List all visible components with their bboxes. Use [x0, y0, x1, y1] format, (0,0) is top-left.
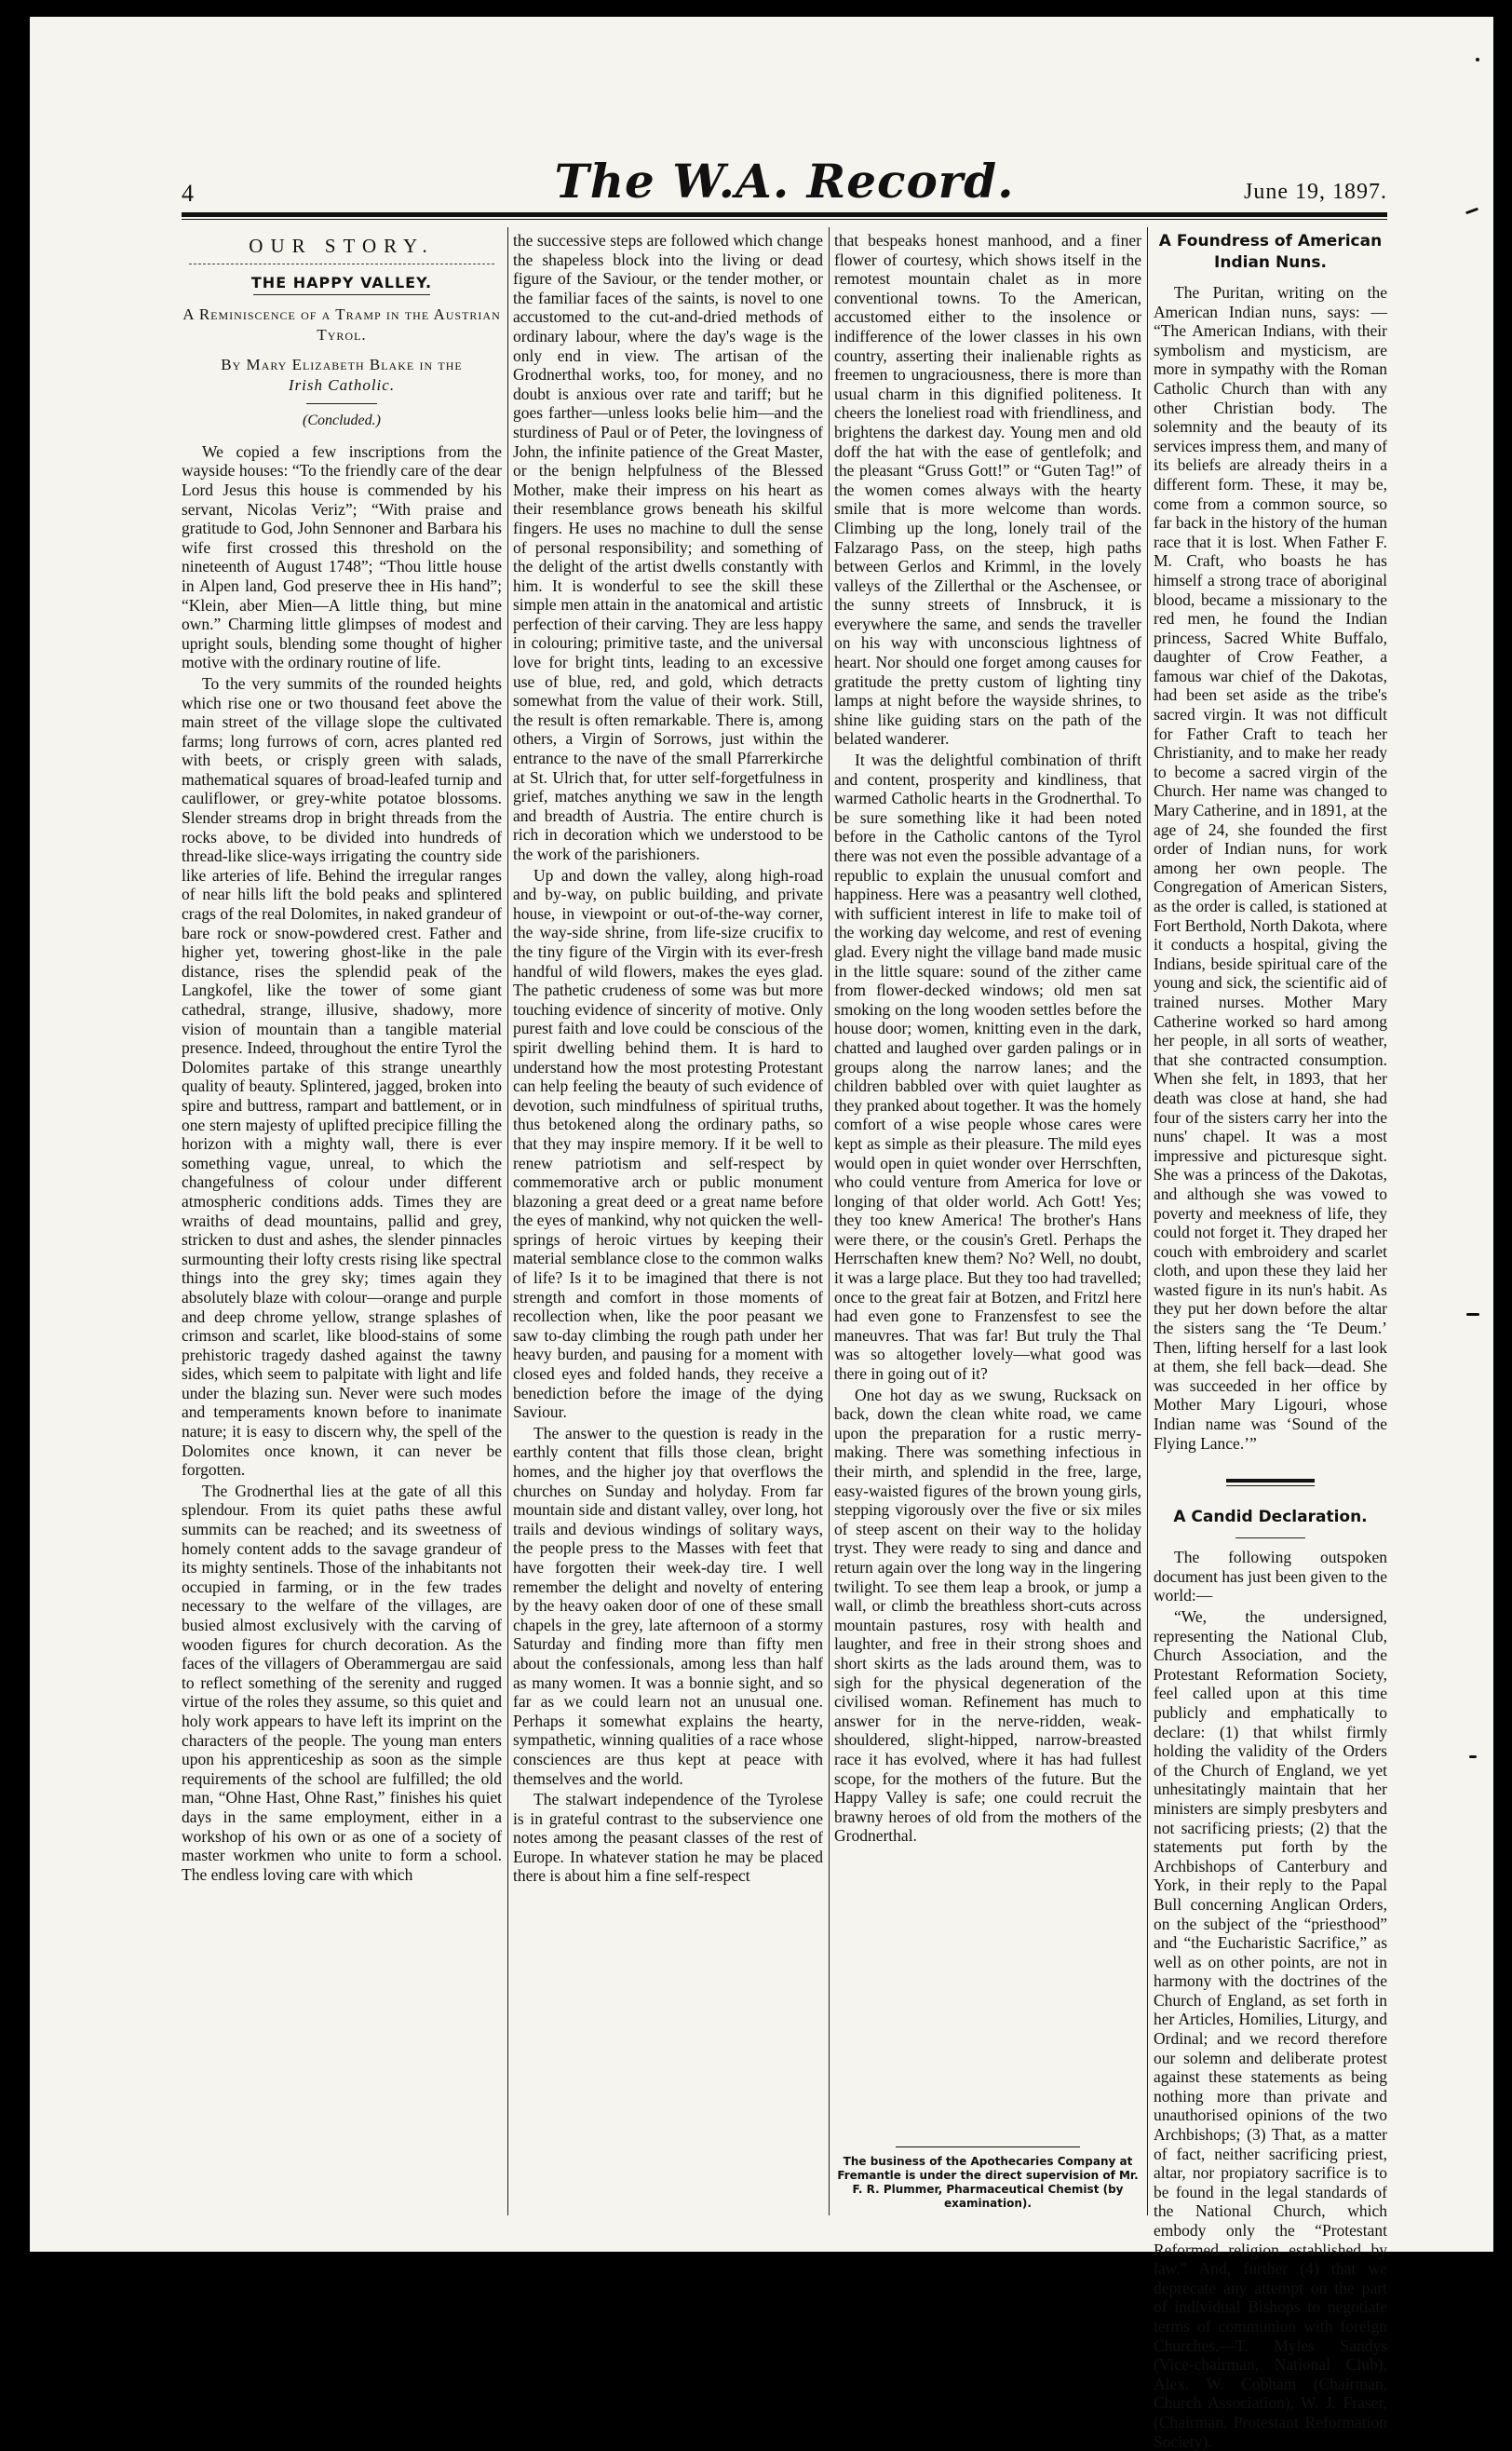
- story-byline: [182, 355, 502, 396]
- story-subtitle: A Reminiscence of a Tramp in the Austrian Tyrol.: [182, 305, 501, 345]
- column-rule: [829, 227, 830, 2215]
- story-paragraph: We copied a few inscriptions from the wayside houses: “To the friendly care of the dear Lord Jesus this house is commended by his servant, Nicolas Veriz”; “With praise and gratitude to God, John Sennoner and Barbara his wife first crossed this threshold on the nineteenth of August 1748”; “Thou little house in Alpen land, God preserve thee in His hand”; “Klein, aber Mien—A little thing, but mine own.” Charming little glimpses of modest and upright souls, blending some thought of higher motive with the ordinary routine of life.: [182, 441, 502, 672]
- story-paragraph: It was the delightful combination of thrift and content, prosperity and kindliness, that warmed Catholic hearts in the Grodnerthal. To be sure something like it had been noted before in the Catholic cantons of the Tyrol there was not even the possible advantage of a republic to explain the unusual comfort and happiness. Here was a peasantry well clothed, with sufficient interest in life to make toil of the working day welcome, and rest of evening glad. Every night the village band made music in the little square: sound of the zither came from flower-decked windows; old men sat smoking on the long wooden settles before the house door; women, knitting even in the dark, chatted and laughed over garden palings or in groups along the narrow lanes; and the children babbled over with quiet laughter as they pranked about together. It was the homely comfort of a wise people whose cares were kept as simple as their pleasure. The mild eyes would open in quiet wonder over Herrschften, who could venture from America for love or longing of that older world. Ach Gott! Yes; they too knew America! The brother's Hans were there, or the cousin's Gretl. Perhaps the Herrschaften knew them? No? Well, no doubt, it was a large place. But they too had travelled; once to the great fair at Botzen, and Fritzl here had even gone to Franzensfest to see the maneuvres. That was far! But truly the Thal was so altogether lovely—what good was there in going out of it?: [834, 751, 1141, 1384]
- headline-rule: [1235, 1537, 1305, 1538]
- notice-rule: [896, 2146, 1080, 2147]
- header-rule-thin: [182, 219, 1387, 220]
- declaration-paragraph: “We, the undersigned, representing the National Club, Church Association, and the Protestant Reformation Society, feel called upon at this time publicly and emphatically to declare: (1) that whilst firmly holding the validity of the Orders of the Church of England, we yet unhesitatingly maintain that her ministers are simply presbyters and not sacrificing priests; (2) that the statements put forth by the Archbishops of Canterbury and York, in their reply to the Papal Bull concerning Anglican Orders, on the subject of the “priesthood” and “the Eucharistic Sacrifice,” as well as on other points, are not in harmony with the doctrines of the Church of England, as set forth in her Articles, Homilies, Liturgy, and Ordinal; and we record therefore our solemn and deliberate protest against these statements as being nothing more than private and unauthorised opinions of the two Archbishops; (3) That, as a matter of fact, neither sacrificing priest, altar, nor propiatory sacrifice is to be found in the legal standards of the National Church, which embody only the “Protestant Reformed religion established by law.” And, further (4) that we deprecate any attempt on the part of individual Bishops to negotiate terms of communion with foreign Churches.—T. Myles Sandys (Vice-chairman, National Club), Alex. W. Cobham (Chairman, Church Association), W. J. Fraser, (Chairman, Protestant Reformation Society).: [1154, 1607, 1387, 2451]
- short-rule: [306, 403, 377, 404]
- article-separator: [1226, 1479, 1315, 1486]
- headline-rule: [253, 294, 429, 295]
- byline-author: By Mary Elizabeth Blake in the: [221, 356, 463, 374]
- story-paragraph: To the very summits of the rounded heights which rise one or two thousand feet above the main street of the village slope the cultivated farms; long furrows of corn, acres planted red with beets, or crisply green with salads, mathematical squares of broad-leafed turnip and cauliflower, or grey-white potatoe blossoms. Slender streams drop in bright threads from the rocks above, to be divided into hundreds of thread-like slice-ways irrigating the country side like arteries of life. Behind the irregular ranges of near hills lift the bold peaks and splintered crags of the real Dolomites, in naked grandeur of bare rock or snow-powdered crest. Father and higher yet, towering ghost-like in the pale distance, rises the splendid peak of the Langkofel, like the tower of some giant cathedral, strange, illusive, shadowy, more vision of mountain than a tangible material presence. Indeed, throughout the entire Tyrol the Dolomites partake of this strange unearthly quality of beauty. Splintered, jagged, broken into spire and buttress, rampart and battlement, or in one stern majesty of uplifted precipice filling the horizon with a mighty wall, there is ever something vague, unreal, to which the changefulness of colour under different atmospheric conditions adds. Times they are wraiths of dead mountains, pallid and grey, stricken to dust and ashes, the slender pinnacles surmounting their lofty crests rising like spectral things into the grey sky; times again they absolutely blaze with colour—orange and purple and deep chrome yellow, strange splashes of crimson and scarlet, like blood-stains of some prehistoric tragedy dashed against the tawny sides, which seem to palpitate with light and life under the blazing sun. Never were such modes and temperaments known before to inanimate nature; it is easy to discern why, the spell of the Dolomites once known, it can never be forgotten.: [182, 673, 502, 1480]
- story-paragraph: The Grodnerthal lies at the gate of all this splendour. From its quiet paths these awful summits can be reached; and its sweetness of homely content adds to the savage grandeur of its mighty sentinels. Those of the inhabitants not occupied in farming, or in the few trades necessary to the welfare of the villages, are busied almost exclusively with the carving of wooden figures for church decoration. As the faces of the villagers of Oberammergau are said to reflect something of the serenity and rugged virtue of the roles they assume, so this quiet and holy work appears to have left its imprint on the characters of the people. The young man enters upon his apprenticeship as soon as the simple requirements of the school are fulfilled; the old man, “Ohne Hast, Ohne Rast,” finishes his quiet days in the same employment, either in a workshop of his own or as one of a society of master workmen who unite to form a school. The endless loving care with which: [182, 1481, 502, 1884]
- margin-mark: [1466, 1313, 1479, 1316]
- column-3: [834, 231, 1141, 2214]
- story-paragraph: The answer to the question is ready in the earthly content that fills those clean, bright homes, and the higher joy that overflows the churches on Sunday and holyday. From far mountain side and distant valley, over long, hot trails and devious windings of solitary ways, the people press to the Masses with feet that have forgotten their week-day tire. I well remember the delight and novelty of entering by the heavy oaken door of one of these small chapels in the grey, late afternoon of a stormy Saturday and finding more than fifty men about the confessionals, among less than half as many women. It was a bonnie sight, and so far as we could learn not an unusual one. Perhaps it somewhat explains the hearty, sympathetic, winning qualities of a race whose consciences are thus kept at peace with themselves and the world.: [513, 1423, 823, 1788]
- column-2: [513, 231, 823, 2214]
- margin-mark: [1469, 1755, 1477, 1758]
- story-paragraph: the successive steps are followed which change the shapeless block into the living or dead figure of the Saviour, or the tender mother, or the familiar faces of the saints, is novel to one accustomed to the cut-and-dried methods of ordinary labour, where the day's wage is the only end in view. The artisan of the Grodnerthal works, too, for money, and no doubt is anxious over rate and tariff; but he goes farther—unless looks belie him—and the sturdiness of Paul or of Peter, the lovingness of John, the infinite patience of the Great Master, or the benign helpfulness of the Blessed Mother, make their impress on his heart as their resemblance grows beneath his skilful fingers. He uses no machine to dull the sense of personal responsibility; and something of the delight of the artist dwells constantly with him. It is wonderful to see the skill these simple men attain in the anatomical and artistic perfection of their carving. They are less happy in colouring; primitive taste, and the universal love for bright tints, leading to an excessive use of blue, red, and gold, which detracts somewhat from the value of their work. Still, the result is often remarkable. There is, among others, a Virgin of Sorrows, just within the entrance to the nave of the small Pfarrerkirche at St. Ulrich that, for utter self-forgetfulness in grief, matches anything we saw in the length and breadth of Austria. The entire church is rich in decoration which we understood to be the work of the parishioners.: [513, 231, 823, 863]
- column-4: [1154, 231, 1387, 2451]
- column-rule: [1147, 227, 1148, 2215]
- page-header: [182, 154, 1387, 210]
- declaration-headline: A Candid Declaration.: [1173, 1508, 1368, 1527]
- story-paragraph: Up and down the valley, along high-road and by-way, on public building, and private house, in viewpoint or out-of-the-way corner, the way-side shrine, from life-size crucifix to the tiny figure of the Virgin with its ever-fresh handful of wild flowers, makes the eyes glad. The pathetic crudeness of some was but more touching evidence of sincerity of motive. Only purest faith and love could be conscious of the spirit dwelling behind them. It is hard to understand how the most protesting Protestant can help feeling the beauty of such evidence of devotion, such mindfulness of spiritual truths, thus betokened along the ordinary paths, so that they may inspire memory. If it be well to renew patriotism and self-respect by commemorative arch or public monument blazoning a great deed or a great name before the eyes of mankind, why not quicken the well-springs of heroic virtues by keeping their material semblance close to the common walks of life? Is it to be imagined that there is not strength and comfort in those moments of recollection when, like the poor peasant we saw to-day climbing the rough path under her heavy burden, and pausing for a moment with closed eyes and folded hands, they receive a benediction before the image of the dying Saviour.: [513, 865, 823, 1422]
- header-rule: [182, 212, 1387, 217]
- issue-date: June 19, 1897.: [1244, 180, 1387, 204]
- concluded-note: (Concluded.): [303, 413, 381, 429]
- story-headline: THE HAPPY VALLEY.: [250, 273, 433, 291]
- column-1: [182, 231, 502, 2214]
- section-title: OUR STORY.: [249, 235, 435, 257]
- column-rule: [507, 227, 508, 2215]
- notice-block: [834, 2146, 1141, 2211]
- story-paragraph: One hot day as we swung, Rucksack on back, down the clean white road, we came upon the preparation for a rustic merry-making. There was something infectious in their mirth, and splendid in the free, large, easy-waisted figures of the brown young girls, stepping vigorously over the five or six miles of steep ascent on their way to the holiday tryst. They were ready to sing and dance and return again over the long way in the lingering twilight. To see them leap a brook, or jump a wall, or climb the breathless short-cuts across mountain pastures, rosy with health and laughter, and free in their strong shoes and short skirts as the lads around them, was to sigh for the physical degeneration of the civilised woman. Refinement has much to answer for in the nerve-ridden, weak-shouldered, slight-hipped, narrow-breasted race it has evolved, where it has had fullest scope, for the mothers of the future. But the Happy Valley is safe; one could recruit the brawny heroes of old from the mothers of the Grodnerthal.: [834, 1385, 1141, 1846]
- foundress-headline: A Foundress of American Indian Nuns.: [1158, 232, 1383, 272]
- declaration-paragraph: The following outspoken document has just been given to the world:—: [1154, 1548, 1387, 1605]
- margin-mark: [1476, 58, 1479, 61]
- byline-publication: Irish Catholic.: [288, 376, 396, 395]
- story-paragraph: The stalwart independence of the Tyrolese is in grateful contrast to the subservience one notes among the peasant classes of the rest of Europe. In whatever station he may be placed there is about him a fine self-respect: [513, 1790, 823, 1886]
- foundress-paragraph: The Puritan, writing on the American Indian nuns, says: — “The American Indians, with their symbolism and mysticism, are more in sympathy with the Roman Catholic Church than with any other Christian body. The solemnity and the beauty of its services impress them, and many of its beliefs are already theirs in a different form. These, it may be, come from a common source, so far back in the history of the human race that it is lost. When Father F. M. Craft, who boasts he has himself a strong trace of aboriginal blood, became a missionary to the red men, he found the Indian princess, Sacred White Buffalo, daughter of Crow Feather, a famous war chief of the Dakotas, had been set aside as the tribe's sacred virgin. It was not difficult for Father Craft to teach her Christianity, and to make her ready to become a sacred virgin of the Church. Her name was changed to Mary Catherine, and in 1891, at the age of 24, she founded the first order of Indian nuns, for work among her own people. The Congregation of American Sisters, as the order is called, is stationed at Fort Berthold, North Dakota, where it conducts a hospital, giving the Indians, beside spiritual care of the young and sick, the scientific aid of trained nurses. Mother Mary Catherine worked so hard among her people, in all sorts of weather, that she contracted consumption. When she felt, in 1893, that her death was close at hand, she had four of the sisters carry her into the nuns' chapel. It was a most impressive and picturesque sight. She was a princess of the Dakotas, and although she was vowed to poverty and meekness of life, they could not forget it. They draped her couch with embroidery and scarlet cloth, and upon these they laid her wasted figure in its nun's habit. As they put her down before the altar the sisters sang the ‘Te Deum.’ Then, lifting herself for a last look at them, she fell back—dead. She was succeeded in her office by Mother Mary Ligouri, whose Indian name was ‘Sound of the Flying Lance.’”: [1154, 283, 1387, 1453]
- apothecary-notice: The business of the Apothecaries Company at Fremantle is under the direct supervision of Mr. F. R. Plummer, Pharmaceutical Chemist (by examination).: [837, 2155, 1139, 2210]
- masthead: The W.A. Record.: [554, 154, 1015, 209]
- page-number: 4: [182, 180, 194, 207]
- story-paragraph: that bespeaks honest manhood, and a finer flower of courtesy, which shows itself in the remotest mountain chalet as in more conventional towns. To the American, accustomed either to the insolence or indifference of the lower classes in his own country, asserting their inalienable rights as freemen to ungraciousness, there is more than usual charm in this dignified politeness. It cheers the loneliest road with friendliness, and brightens the darkest day. Young men and old doff the hat with the ease of gentlefolk; and the pleasant “Gruss Gott!” or “Guten Tag!” of the women comes always with the hearty smile that is more welcome than words. Climbing up the long, lonely trail of the Falzarago Pass, on the steep, high paths between Gerlos and Krimml, in the lovely valleys of the Zillerthal or the Aschensee, or the sunny streets of Innsbruck, it is everywhere the same, and sends the traveller on his way with unconscious lightness of heart. Nor should one forget among causes for gratitude the pretty custom of lighting tiny lamps at night before the wayside shrines, to shine like guiding stars on the path of the belated wanderer.: [834, 231, 1141, 749]
